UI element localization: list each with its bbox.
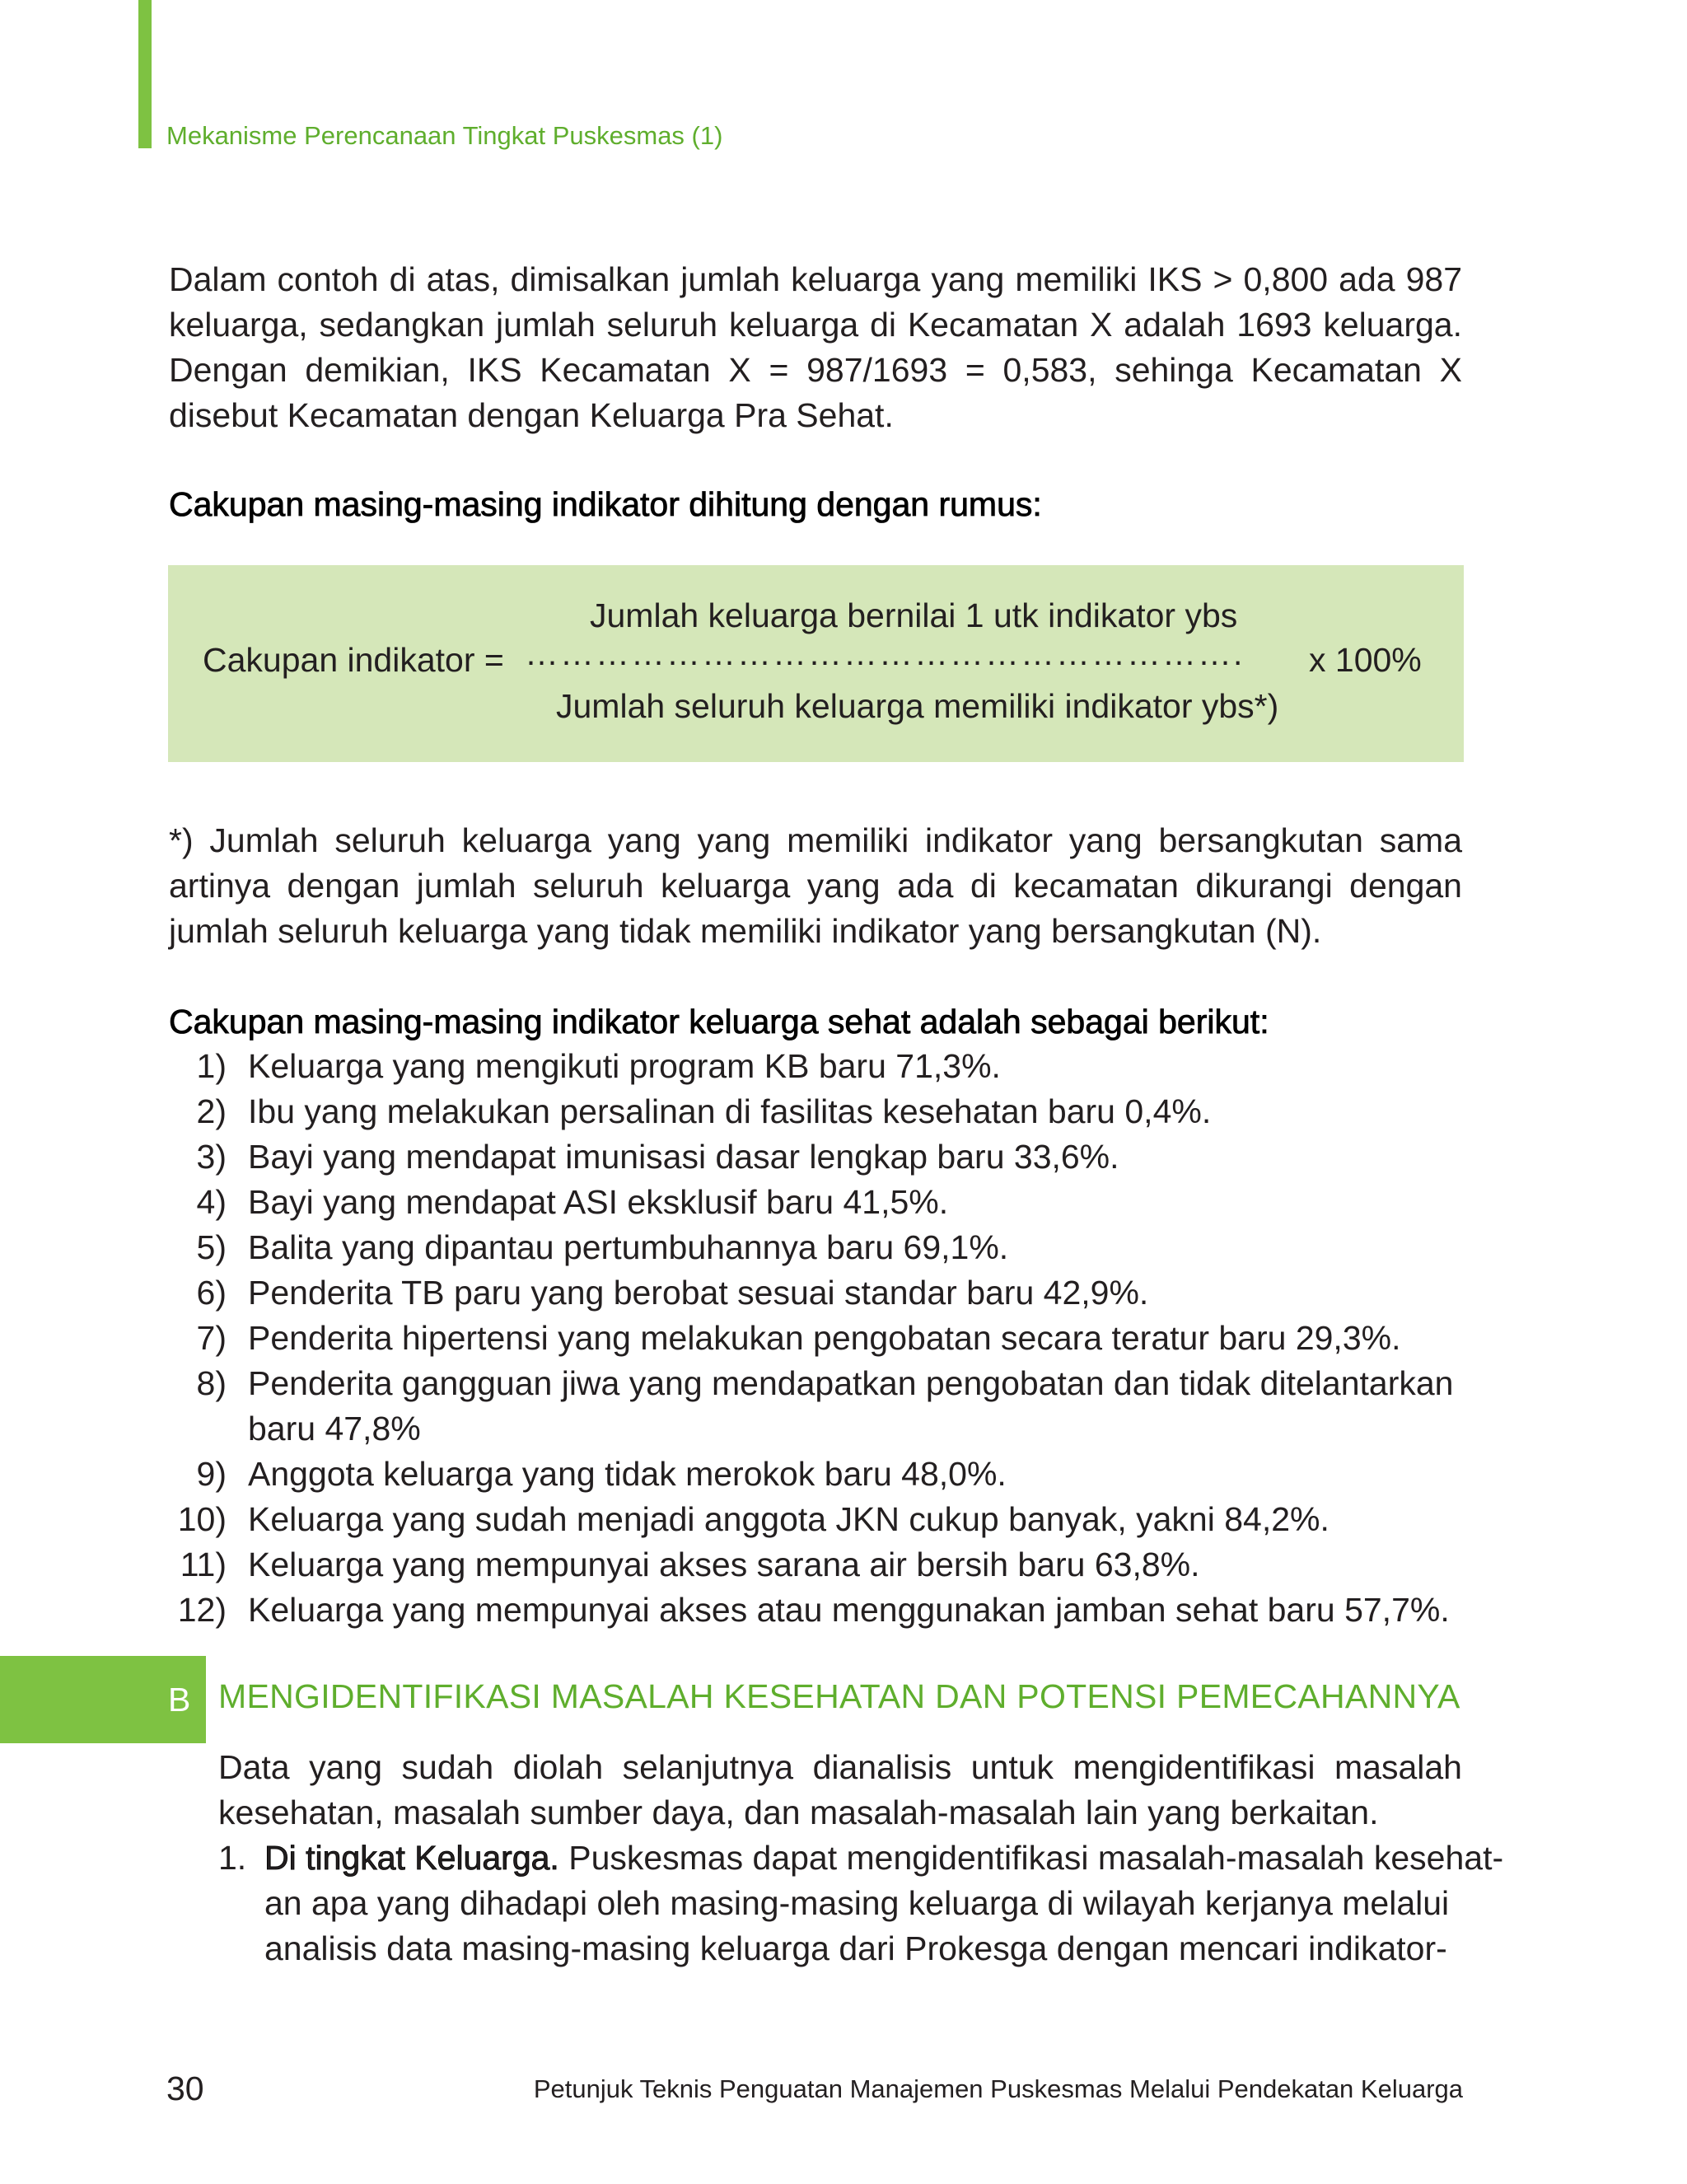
list-item (169, 1497, 1462, 1542)
formula-box (168, 565, 1464, 762)
section-b-title: MENGIDENTIFIKASI MASALAH KESEHATAN DAN POTENSI PEMECAHANNYA (218, 1677, 1460, 1715)
list-item-number: 8) (196, 1364, 227, 1402)
list-item-text: Keluarga yang mempunyai akses atau menggunakan jamban sehat baru 57,7%. (248, 1591, 1450, 1629)
list-item (169, 1270, 1462, 1316)
item-1-line-1: Puskesmas dapat mengidentifikasi masalah-masalah kesehat- (568, 1839, 1504, 1877)
list-item-number: 2) (196, 1092, 227, 1130)
list-item-number: 7) (196, 1319, 227, 1357)
item-1-label: Di tingkat Keluarga. (264, 1839, 559, 1877)
list-item-number: 11) (180, 1546, 227, 1583)
formula-lhs: Cakupan indikator = (203, 641, 504, 679)
list-item-number: 5) (196, 1228, 227, 1266)
list-item (169, 1134, 1462, 1180)
list-item-number: 10) (177, 1500, 227, 1538)
indicator-list (169, 1044, 1462, 1633)
list-item-number: 4) (196, 1183, 227, 1221)
list-item-number: 12) (177, 1591, 227, 1629)
list-item (169, 1542, 1462, 1588)
item-1-first-line (264, 1836, 1504, 1881)
section-b-letter: B (168, 1681, 191, 1719)
footer-book-title: Petunjuk Teknis Penguatan Manajemen Puskesmas Melalui Pendekatan Keluarga (533, 2074, 1463, 2103)
list-item-text: Penderita TB paru yang berobat sesuai standar baru 42,9%. (248, 1274, 1149, 1312)
list-item-text: Keluarga yang sudah menjadi anggota JKN cukup banyak, yakni 84,2%. (248, 1500, 1330, 1538)
section-b-paragraph: Data yang sudah diolah selanjutnya dianalisis untuk mengidentifikasi masalah kesehatan, masalah sumber daya, dan masalah-masalah lain yang berkaitan. (218, 1748, 1462, 1831)
formula-numerator: Jumlah keluarga bernilai 1 utk indikator ybs (590, 596, 1238, 634)
list-item-number: 6) (196, 1274, 227, 1312)
formula-multiplier: x 100% (1309, 641, 1422, 679)
list-item-number: 1) (196, 1047, 227, 1085)
item-1-line-3: analisis data masing-masing keluarga dari Prokesga dengan mencari indikator- (264, 1929, 1447, 1967)
list-item (169, 1361, 1462, 1452)
list-item (169, 1316, 1462, 1361)
header-accent-bar (138, 0, 152, 148)
formula-heading: Cakupan masing-masing indikator dihitung dengan rumus: (169, 485, 1042, 523)
list-item-text: Keluarga yang mempunyai akses sarana air bersih baru 63,8%. (248, 1546, 1200, 1583)
page-number: 30 (166, 2069, 204, 2107)
running-header: Mekanisme Perencanaan Tingkat Puskesmas (1) (166, 121, 723, 150)
formula-fraction-dots: ……………………………………………………. (525, 634, 1245, 672)
list-item-text: Keluarga yang mengikuti program KB baru 71,3%. (248, 1047, 1001, 1085)
list-item-text: Bayi yang mendapat imunisasi dasar lengkap baru 33,6%. (248, 1138, 1119, 1176)
list-item (169, 1044, 1462, 1089)
intro-paragraph: Dalam contoh di atas, dimisalkan jumlah keluarga yang memiliki IKS > 0,800 ada 987 keluarga, sedangkan jumlah seluruh keluarga di Kecamatan X adalah 1693 keluarga. Dengan demikian, IKS Kecamatan X = 987/1693 = 0,583, sehinga Kecamatan X disebut Kecamatan dengan Keluarga Pra Sehat. (169, 260, 1462, 434)
list-item-text: Anggota keluarga yang tidak merokok baru 48,0%. (248, 1455, 1007, 1493)
list-item-text: Penderita gangguan jiwa yang mendapatkan pengobatan dan tidak ditelantarkan baru 47,8% (248, 1364, 1454, 1447)
item-1-number: 1. (218, 1839, 247, 1877)
list-item-text: Penderita hipertensi yang melakukan pengobatan secara teratur baru 29,3%. (248, 1319, 1401, 1357)
list-item-number: 3) (196, 1138, 227, 1176)
formula-denominator: Jumlah seluruh keluarga memiliki indikator ybs*) (556, 687, 1279, 725)
list-item (169, 1089, 1462, 1134)
list-item (169, 1452, 1462, 1497)
list-item (169, 1225, 1462, 1270)
footnote-paragraph: *) Jumlah seluruh keluarga yang yang memiliki indikator yang bersangkutan sama artinya dengan jumlah seluruh keluarga yang ada di kecamatan dikurangi dengan jumlah seluruh keluarga yang tidak memiliki indikator yang bersangkutan (N). (169, 821, 1462, 950)
list-item-text: Bayi yang mendapat ASI eksklusif baru 41,5%. (248, 1183, 949, 1221)
item-1-line-2: an apa yang dihadapi oleh masing-masing keluarga di wilayah kerjanya melalui (264, 1884, 1450, 1922)
list-item (169, 1180, 1462, 1225)
indicators-heading: Cakupan masing-masing indikator keluarga sehat adalah sebagai berikut: (169, 1003, 1269, 1041)
list-item-text: Ibu yang melakukan persalinan di fasilitas kesehatan baru 0,4%. (248, 1092, 1212, 1130)
list-item-text: Balita yang dipantau pertumbuhannya baru 69,1%. (248, 1228, 1009, 1266)
list-item (169, 1588, 1462, 1633)
list-item-number: 9) (196, 1455, 227, 1493)
